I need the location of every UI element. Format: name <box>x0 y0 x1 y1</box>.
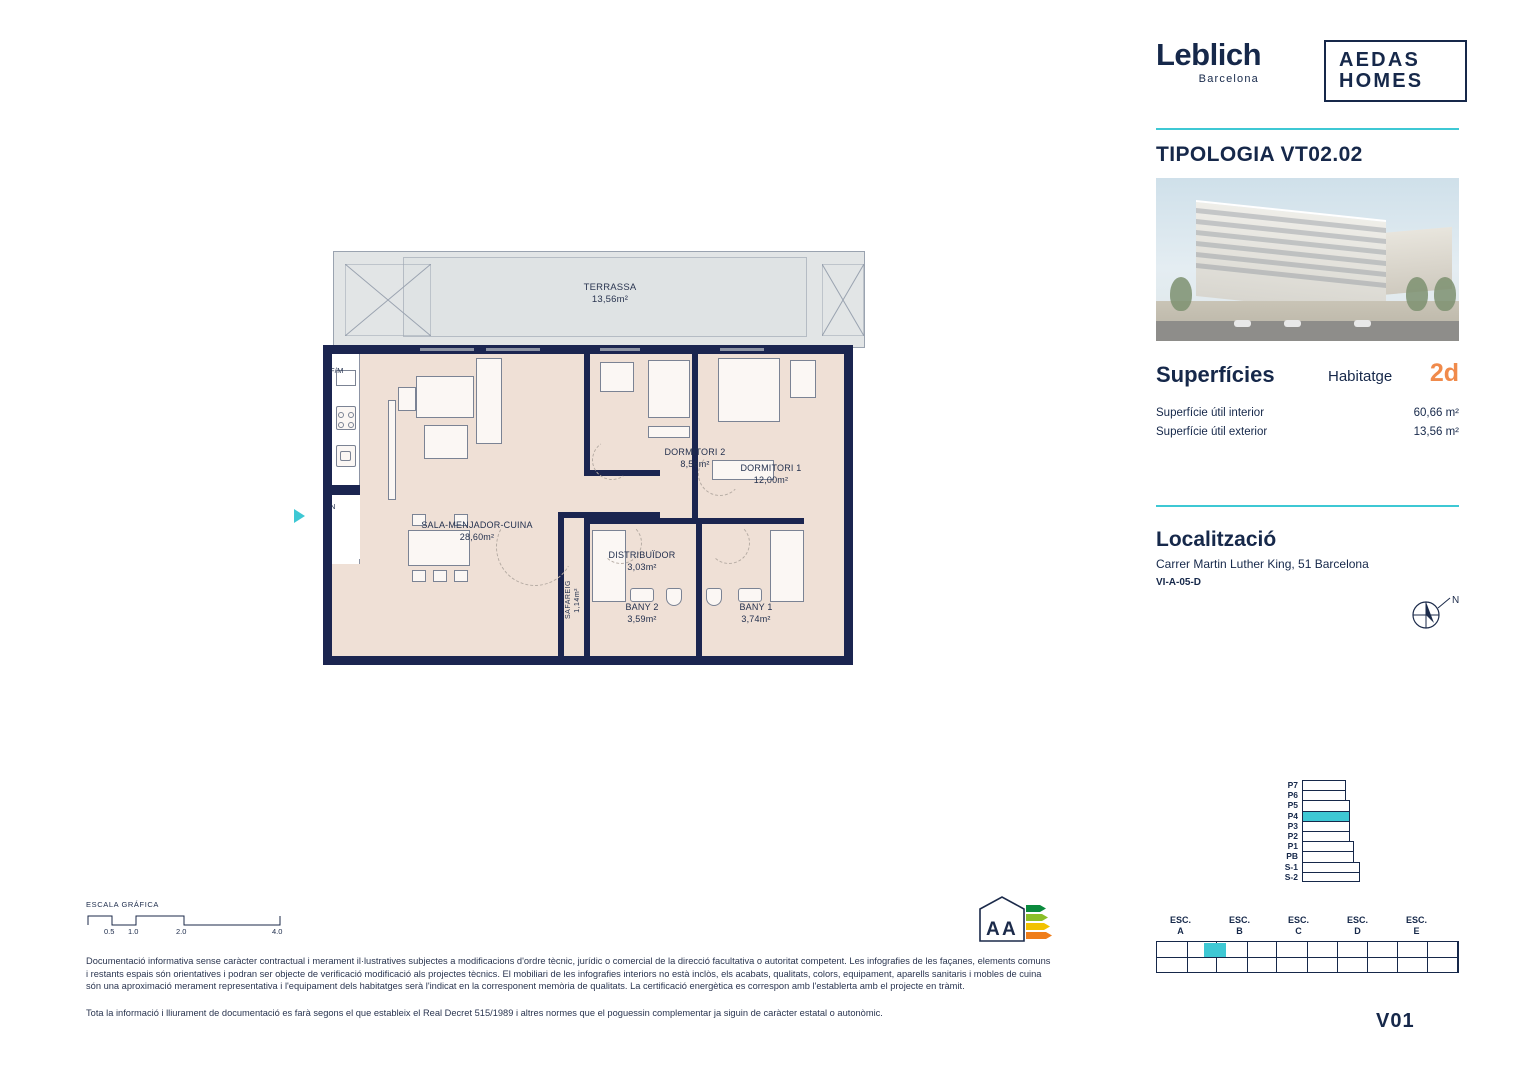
safareig-area: 1,14m² <box>574 588 581 613</box>
sala-area: 28,60m² <box>459 531 495 542</box>
dormitori1-label <box>710 463 832 486</box>
dormitori1-area: 12,00m² <box>753 474 789 485</box>
scale-ticks <box>86 927 316 939</box>
floor-bar-P1 <box>1302 841 1354 851</box>
dining-chair-3 <box>454 570 468 582</box>
bany2-area: 3,59m² <box>627 613 657 624</box>
bany1-shower-icon <box>770 530 804 602</box>
safareig-name: SAFAREIG <box>565 580 572 620</box>
d2-wardrobe-icon <box>648 426 690 438</box>
floor-label-2: P5 <box>1287 800 1298 811</box>
graphic-scale <box>86 900 316 939</box>
floor-bar-P7 <box>1302 780 1346 790</box>
dormitori2-name: DORMITORI 2 <box>664 447 726 457</box>
distribuidor-area: 3,03m² <box>627 561 657 572</box>
escala-cell-c[interactable] <box>1277 942 1337 972</box>
scale-tick-0: 0.5 <box>104 927 115 936</box>
escala-label-b: ESC. B <box>1229 915 1251 936</box>
aedas-line-2: HOMES <box>1339 70 1424 92</box>
render-tree-2 <box>1406 277 1428 311</box>
distribuidor-name: DISTRIBUÏDOR <box>608 550 676 560</box>
habitatge-label: Habitatge <box>1328 368 1393 385</box>
d1-nightstand-icon <box>790 360 816 398</box>
scale-tick-3: 4.0 <box>272 927 283 936</box>
bany1-washbasin-icon <box>738 588 762 602</box>
aedas-homes-logo <box>1324 40 1467 102</box>
d1-bed-icon <box>718 358 780 422</box>
terrassa-label <box>530 282 690 306</box>
floor-bar-P3 <box>1302 821 1350 831</box>
localitzacio-code: VI-A-05-D <box>1156 577 1202 588</box>
scale-tick-2: 2.0 <box>176 927 187 936</box>
wall-kitchen-bottom <box>332 485 360 495</box>
dining-chair-1 <box>412 570 426 582</box>
bany2-washbasin-icon <box>630 588 654 602</box>
n-label: N <box>330 502 336 511</box>
svg-text:N: N <box>1452 595 1460 606</box>
bany1-name: BANY 1 <box>739 602 773 612</box>
escales-grid <box>1156 941 1459 973</box>
compass-icon <box>1410 592 1466 638</box>
info-panel <box>1148 0 1527 1080</box>
fm-label: F/M <box>330 366 344 375</box>
escales-labels <box>1156 915 1459 941</box>
floor-bar-S2 <box>1302 872 1360 882</box>
escala-label-a: ESC. A <box>1170 915 1192 936</box>
leblich-sub: Barcelona <box>1198 73 1260 85</box>
scale-title: ESCALA GRÁFICA <box>86 900 160 909</box>
bany1-label <box>710 602 802 625</box>
terrassa-cross-right <box>822 264 864 336</box>
escala-label-c: ESC. C <box>1288 915 1310 936</box>
window-top-4 <box>720 348 764 351</box>
dormitori2-area: 8,56m² <box>680 458 710 469</box>
window-top-3 <box>600 348 640 351</box>
floor-stack-diagram <box>1264 780 1464 888</box>
localitzacio-title: Localització <box>1156 528 1277 551</box>
tv-unit-icon <box>388 400 396 500</box>
floor-bar-PB <box>1302 851 1354 861</box>
door-arc-bany1 <box>708 522 750 564</box>
floor-label-3: P4 <box>1287 810 1298 821</box>
d2-bed-icon <box>648 360 690 418</box>
hob-burner-3 <box>338 422 344 428</box>
window-top-1 <box>420 348 474 351</box>
floor-label-8: S-1 <box>1284 861 1298 872</box>
floor-label-6: P1 <box>1287 841 1298 852</box>
render-car-3 <box>1354 320 1371 327</box>
svg-text:A: A <box>986 919 1000 940</box>
shelf-icon <box>476 358 502 444</box>
aedas-line-1: AEDAS <box>1339 49 1421 71</box>
leblich-logo <box>1156 38 1261 85</box>
coffee-table-icon <box>424 425 468 459</box>
sala-label <box>362 520 592 543</box>
divider-top <box>1156 128 1459 130</box>
hob-burner-4 <box>348 422 354 428</box>
floor-stack-bars <box>1302 780 1360 882</box>
floor-plan <box>300 240 900 680</box>
render-car-1 <box>1234 320 1251 327</box>
escala-label-d: ESC. D <box>1347 915 1369 936</box>
bany2-name: BANY 2 <box>625 602 659 612</box>
escala-cell-b[interactable] <box>1217 942 1277 972</box>
scale-tick-1: 1.0 <box>128 927 139 936</box>
bany1-area: 3,74m² <box>741 613 771 624</box>
svg-text:A: A <box>1002 919 1016 940</box>
bany2-label <box>596 602 688 625</box>
energy-rating-icon <box>978 895 1053 943</box>
terrassa-name: TERRASSA <box>583 282 637 293</box>
sofa-icon <box>416 376 474 418</box>
floor-bar-P2 <box>1302 831 1350 841</box>
hob-burner-2 <box>348 412 354 418</box>
terrassa-cross-left <box>345 264 431 336</box>
escala-highlight <box>1204 943 1226 957</box>
floor-stack-labels <box>1264 780 1298 882</box>
render-car-2 <box>1284 320 1301 327</box>
escala-label-e: ESC. E <box>1406 915 1428 936</box>
scale-bar <box>86 913 316 927</box>
dining-chair-2 <box>433 570 447 582</box>
floor-label-4: P3 <box>1287 820 1298 831</box>
superficies-header <box>1156 359 1459 392</box>
brand-row <box>1156 38 1466 108</box>
floor-bar-P5 <box>1302 800 1350 810</box>
window-top-2 <box>486 348 540 351</box>
floor-label-0: P7 <box>1287 780 1298 790</box>
escala-cell-d[interactable] <box>1338 942 1398 972</box>
distribuidor-label <box>582 550 702 573</box>
localitzacio-address: Carrer Martin Luther King, 51 Barcelona <box>1156 557 1369 571</box>
render-tree-3 <box>1434 277 1456 311</box>
habitatge-value: 2d <box>1429 359 1459 387</box>
superficie-interior-label: Superfície útil interior <box>1156 407 1265 419</box>
leblich-name: Leblich <box>1156 37 1262 72</box>
terrassa-area-value: 13,56m² <box>591 294 629 305</box>
sala-name: SALA-MENJADOR-CUINA <box>421 520 533 530</box>
sink-basin <box>340 451 351 461</box>
floor-label-7: PB <box>1286 851 1298 862</box>
building-render-image <box>1156 178 1459 341</box>
hob-burner-1 <box>338 412 344 418</box>
floor-bar-P6 <box>1302 790 1346 800</box>
armchair-icon <box>398 387 416 411</box>
footer-paragraph-2: Tota la informació i lliurament de documentació es farà segons el que estableix el Real Decret 515/1989 i altres normes que el poguessin complementar ja siguin de caràcter estatal o autonòmic. <box>86 1007 883 1018</box>
d2-desk-icon <box>600 362 634 392</box>
footer-paragraph-1: Documentació informativa sense caràcter contractual i merament il·lustratives subjectes a modificacions d'ordre tècnic, jurídic o comercial de la direcció facultativa o autoritat competent. Les infografies de les façanes, elements comuns i restants espais són orientatives i podran ser objecte de verificació modificació als projectes tècnics. El mobiliari de les infografies interiors no està inclòs, els acabats, qualitats, colors, equipament, aparells sanitaris i mobles de cuina són una aproximació merament representativa i l'equipament dels habitatges serà l'indicat en la corresponent memòria de qualitats. La certificació energètica es correspon amb l'establerta amb el projecte en tràmit. <box>86 956 1051 992</box>
escala-cell-e[interactable] <box>1398 942 1458 972</box>
floor-bar-S1 <box>1302 862 1360 872</box>
floor-label-1: P6 <box>1287 790 1298 801</box>
tipologia-title: TIPOLOGIA VT02.02 <box>1156 143 1363 166</box>
render-tree-1 <box>1170 277 1192 311</box>
dormitori1-name: DORMITORI 1 <box>740 463 802 473</box>
superficies-title: Superfícies <box>1156 362 1275 387</box>
superficie-exterior-label: Superfície útil exterior <box>1156 426 1268 438</box>
legal-footer <box>86 955 1051 1033</box>
floor-label-5: P2 <box>1287 831 1298 842</box>
divider-middle <box>1156 505 1459 507</box>
entrance-arrow-icon <box>294 509 305 523</box>
escales-diagram <box>1156 915 1459 973</box>
superficie-exterior-value: 13,56 m² <box>1413 426 1459 438</box>
render-road <box>1156 321 1459 341</box>
plan-code: V01 <box>1376 1010 1415 1032</box>
floor-label-9: S-2 <box>1284 871 1298 882</box>
superficie-interior-value: 60,66 m² <box>1413 407 1459 419</box>
floor-bar-P4[interactable] <box>1302 811 1350 821</box>
